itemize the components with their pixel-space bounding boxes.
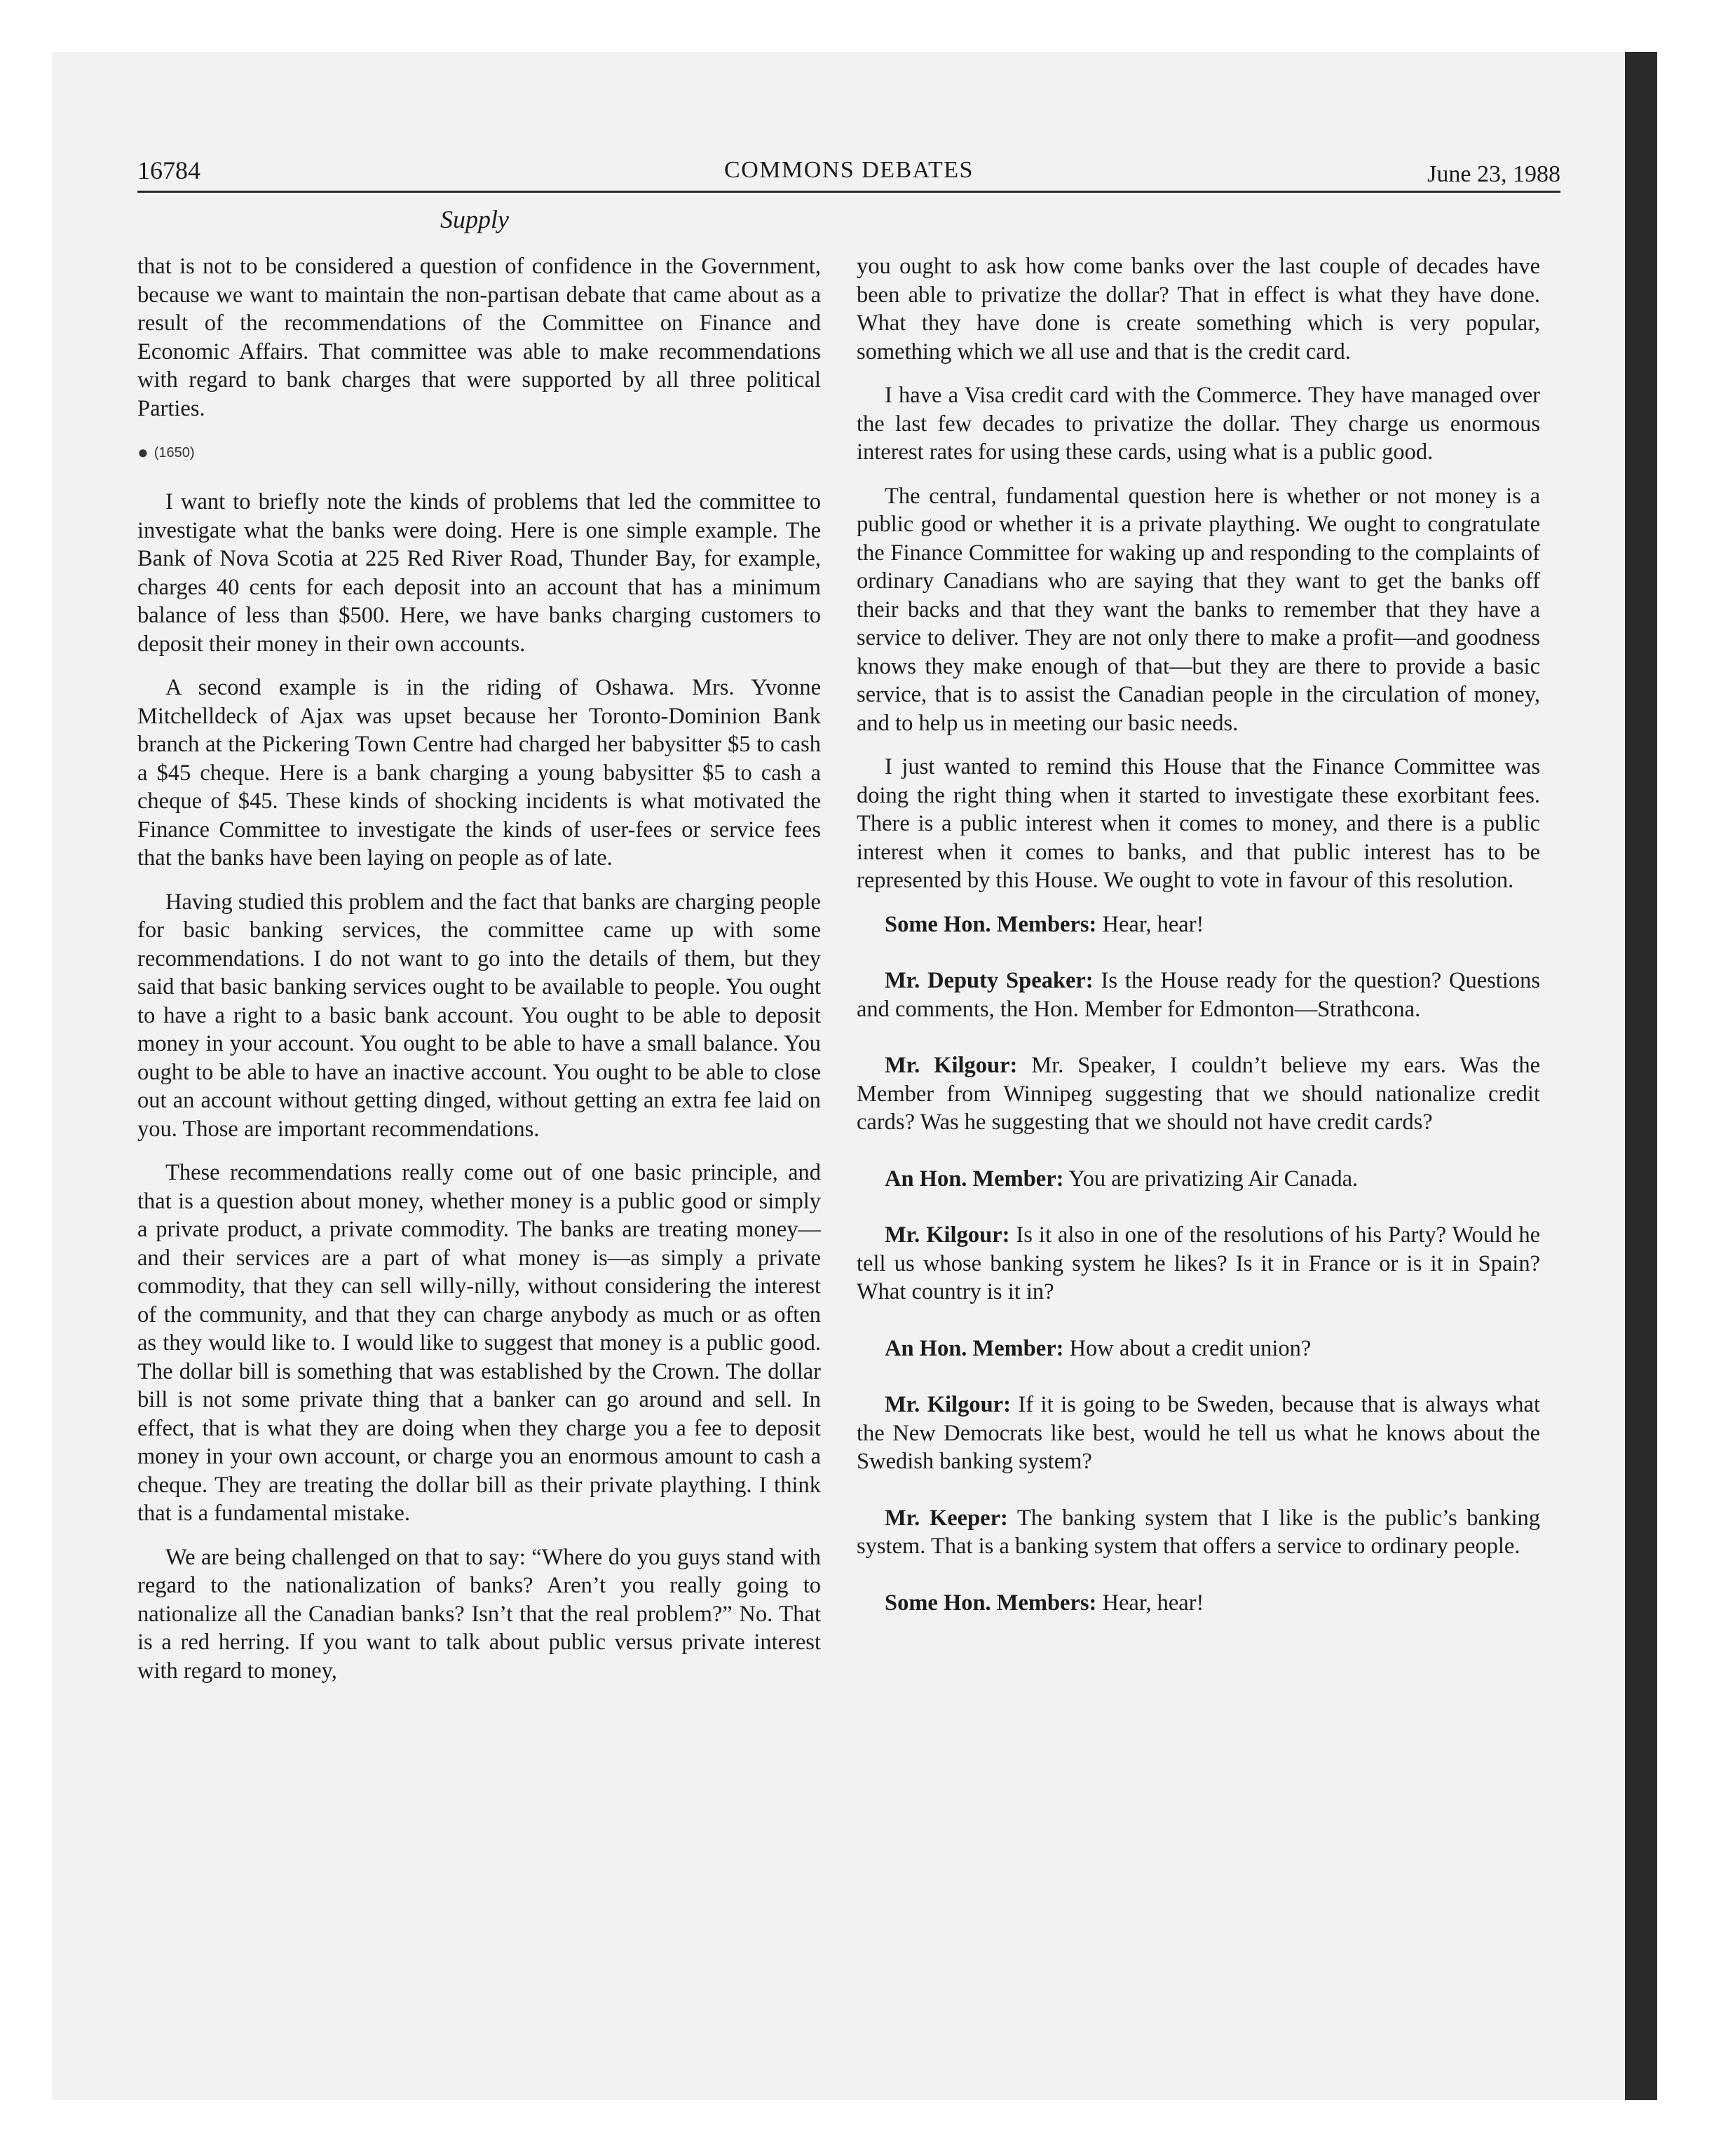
debate-exchange — [857, 1165, 1540, 1194]
speaker-name: Mr. Kilgour: — [885, 1053, 1018, 1078]
section-label: Supply — [440, 205, 509, 233]
paragraph: We are being challenged on that to say: “Where do you guys stand with regard to the nationalization of banks? Aren’t you really going to nationalize all the Canadian banks? Isn’t that the real problem?” No. That is a red herring. If you want to talk about public versus private interest with regard to money, — [137, 1544, 821, 1684]
running-title: COMMONS DEBATES — [724, 157, 974, 183]
speaker-name: Some Hon. Members: — [885, 911, 1097, 937]
speaker-name: Mr. Kilgour: — [885, 1392, 1011, 1417]
debate-exchange — [857, 1504, 1540, 1561]
speech-text: Is the House ready for the question? Questions and comments, the Hon. Member for Edmonton—Strathcona. — [857, 968, 1540, 1022]
scan-binding-edge — [1625, 52, 1657, 2100]
speaker-name: An Hon. Member: — [885, 1166, 1064, 1192]
debate-exchange — [857, 1391, 1540, 1476]
time-marker — [137, 438, 821, 467]
debate-exchange — [857, 1221, 1540, 1306]
paragraph: you ought to ask how come banks over the last couple of decades have been able to privatize the dollar? That in effect is what they have done. What they have done is create something which is very popular, something which we all use and that is the credit card. — [857, 254, 1540, 364]
debate-exchange — [857, 1589, 1540, 1618]
speaker-name: Mr. Deputy Speaker: — [885, 968, 1094, 993]
debate-exchange — [857, 1335, 1540, 1363]
debate-exchange — [857, 967, 1540, 1023]
speech-text: Hear, hear! — [1096, 1590, 1204, 1616]
header-rule — [137, 191, 1560, 193]
scan-margin-right — [1657, 0, 1735, 2156]
scan-margin-left — [0, 0, 52, 2156]
paragraph: The central, fundamental question here is whether or not money is a public good or whether it is a private plaything. We ought to congratulate the Finance Committee for waking up and responding to the complaints of ordinary Canadians who are saying that they want to get the banks off their backs and that they want the banks to remember that they have a service to deliver. They are not only there to make a profit—and goodness knows they make enough of that—but they are there to provide a basic service, that is to assist the Canadian people in the circulation of money, and to help us in meeting our basic needs. — [857, 483, 1540, 736]
scan-margin-top — [0, 0, 1735, 52]
right-column — [857, 252, 1540, 1645]
paragraph: that is not to be considered a question of confidence in the Government, because we want to maintain the non-partisan debate that came about as a result of the recommendations of the Committee on Finance and Economic Affairs. That committee was able to make recommendations with regard to bank charges that were supported by all three political Parties. — [137, 254, 821, 421]
paragraph: I want to briefly note the kinds of problems that led the committee to investigate what the banks were doing. Here is one simple example. The Bank of Nova Scotia at 225 Red River Road, Thunder Bay, for example, charges 40 cents for each deposit into an account that has a minimum balance of less than $500. Here, we have banks charging customers to deposit their money in their own accounts. — [137, 489, 821, 657]
header-date: June 23, 1988 — [1427, 161, 1560, 187]
speaker-name: Mr. Kilgour: — [885, 1222, 1010, 1248]
time-marker-text: (1650) — [154, 445, 195, 460]
scan-margin-bottom — [0, 2100, 1735, 2156]
paragraph: Having studied this problem and the fact that banks are charging people for basic banking services, the committee came up with some recommendations. I do not want to go into the details of them, but they said that basic banking services ought to be available to people. You ought to have a right to a basic bank account. You ought to be able to deposit money in your account. You ought to be able to have a small balance. You ought to be able to have an inactive account. You ought to be able to close out an account without getting dinged, without getting an extra fee laid on you. Those are important recommendations. — [137, 889, 821, 1142]
speech-text: If it is going to be Sweden, because that is always what the New Democrats like best, would he tell us what he knows about the Swedish banking system? — [857, 1392, 1540, 1474]
paragraph: I have a Visa credit card with the Commerce. They have managed over the last few decades to privatize the dollar. They charge us enormous interest rates for using these cards, using what is a public good. — [857, 383, 1540, 465]
speech-text: Hear, hear! — [1096, 911, 1204, 937]
speaker-name: Some Hon. Members: — [885, 1590, 1097, 1616]
left-column — [137, 252, 821, 1700]
debate-exchange — [857, 910, 1540, 939]
paragraph: These recommendations really come out of one basic principle, and that is a question about money, whether money is a public good or simply a private product, a private commodity. The banks are treating money—and their services are a part of what money is—as simply a private commodity, that they can sell willy-nilly, without considering the interest of the community, and that they can charge anybody as much or as often as they would like to. I would like to suggest that money is a public good. The dollar bill is something that was established by the Crown. The dollar bill is not some private thing that a banker can go around and sell. In effect, that is what they are doing when they charge you a fee to deposit money in your own account, or charge you an enormous amount to cash a cheque. They are treating the dollar bill as their private plaything. I think that is a fundamental mistake. — [137, 1160, 821, 1526]
paragraph: I just wanted to remind this House that the Finance Committee was doing the right thing when it started to investigate these exorbitant fees. There is a public interest when it comes to money, and there is a public interest when it comes to banks, and that public interest has to be represented by this House. We ought to vote in favour of this resolution. — [857, 754, 1540, 893]
debate-exchange — [857, 1051, 1540, 1137]
page-number: 16784 — [137, 156, 200, 184]
speech-text: The banking system that I like is the public’s banking system. That is a banking system that offers a service to ordinary people. — [857, 1505, 1541, 1559]
speech-text: Mr. Speaker, I couldn’t believe my ears. Was the Member from Winnipeg suggesting that we should nationalize credit cards? Was he suggesting that we should not have credit cards? — [857, 1053, 1541, 1135]
paragraph: A second example is in the riding of Oshawa. Mrs. Yvonne Mitchelldeck of Ajax was upset because her Toronto-Dominion Bank branch at the Pickering Town Centre had charged her babysitter $5 to cash a $45 cheque. Here is a bank charging a young babysitter $5 to cash a cheque of $45. These kinds of shocking incidents is what motivated the Finance Committee to investigate the kinds of user-fees or service fees that the banks have been laying on people as of late. — [137, 675, 821, 871]
bullet-icon: ● — [137, 442, 149, 463]
speech-text: How about a credit union? — [1063, 1335, 1312, 1361]
speech-text: Is it also in one of the resolutions of his Party? Would he tell us whose banking system he likes? Is it in France or is it in Spain? What country is it in? — [857, 1222, 1541, 1304]
speech-text: You are privatizing Air Canada. — [1063, 1166, 1359, 1192]
speaker-name: Mr. Keeper: — [885, 1505, 1008, 1531]
speaker-name: An Hon. Member: — [885, 1335, 1064, 1361]
